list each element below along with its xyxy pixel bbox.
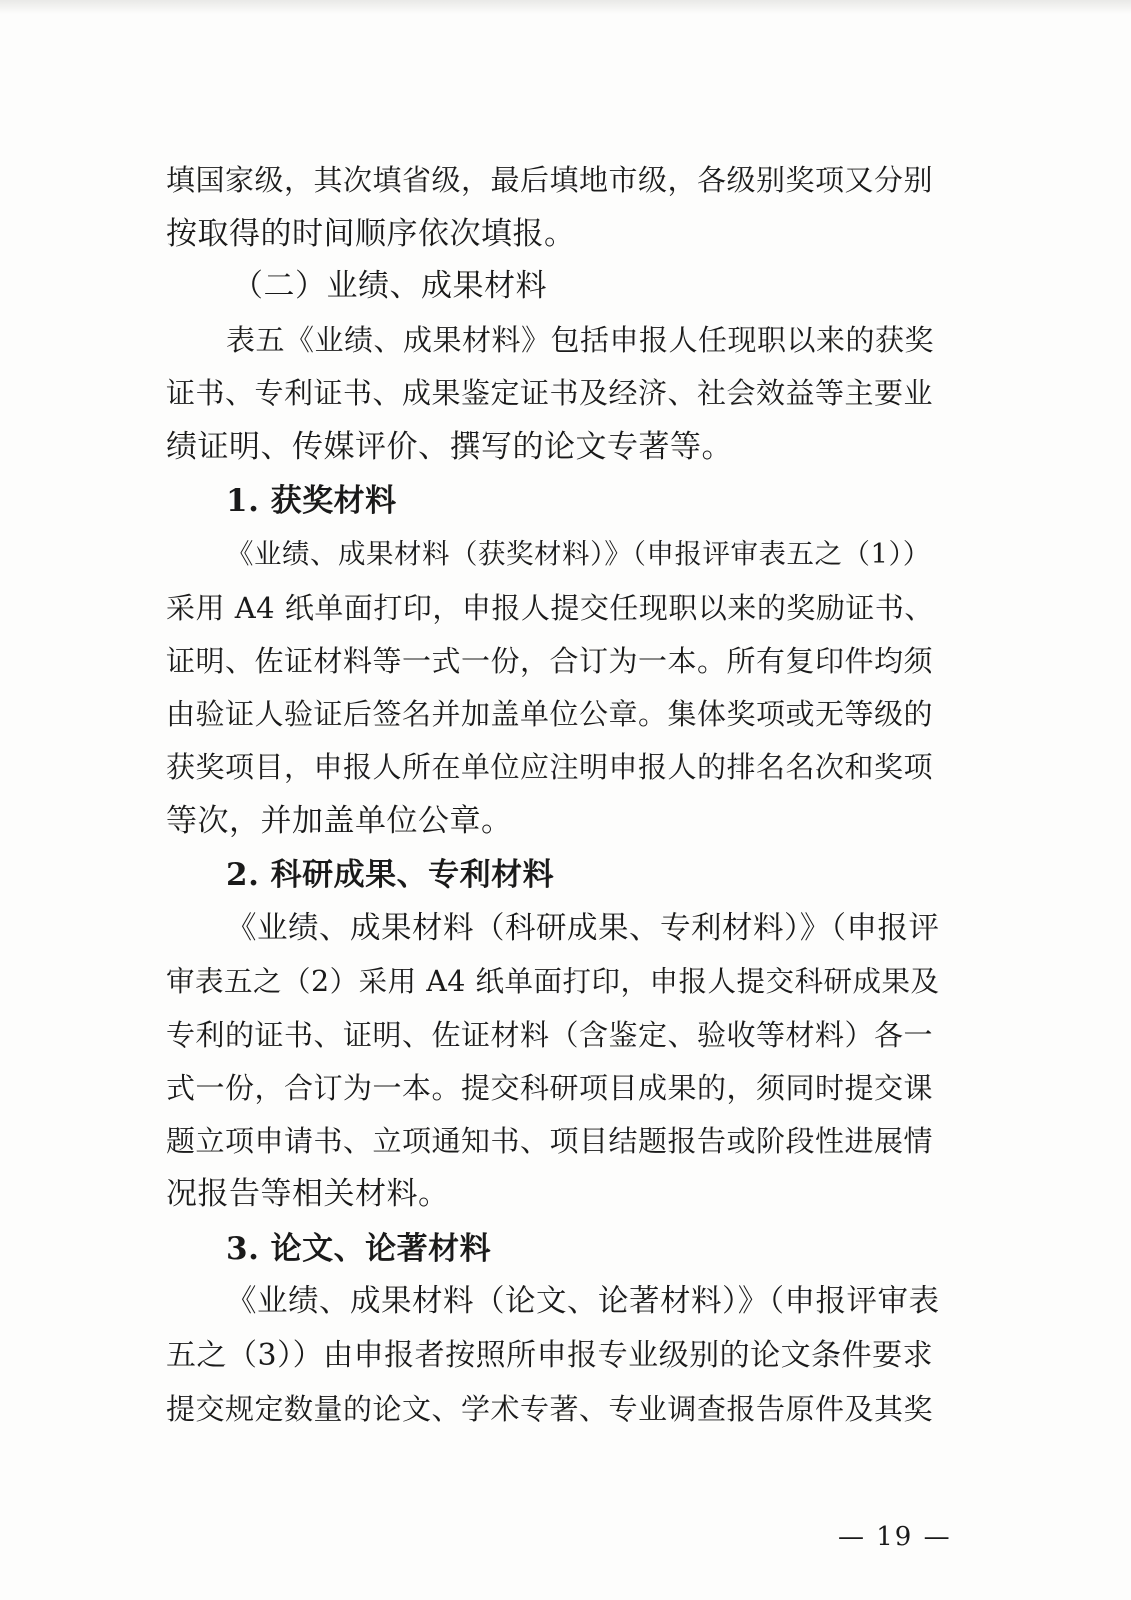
body-line: 《业绩、成果材料（论文、论著材料）》（申报评审表	[226, 1284, 940, 1319]
body-line: 《业绩、成果材料（科研成果、专利材料）》（申报评	[226, 911, 940, 946]
body-line: 五之（3））由申报者按照所申报专业级别的论文条件要求	[166, 1338, 934, 1373]
section-heading: （二）业绩、成果材料	[232, 268, 547, 304]
body-line: 审表五之（2）采用 A4 纸单面打印，申报人提交科研成果及	[166, 965, 940, 998]
body-line: 采用 A4 纸单面打印，申报人提交任现职以来的奖励证书、	[166, 591, 934, 625]
body-line: 证明、佐证材料等一式一份，合订为一本。所有复印件均须	[166, 644, 934, 678]
body-line: 填国家级，其次填省级，最后填地市级，各级别奖项又分别	[166, 163, 934, 197]
body-line: 式一份，合订为一本。提交科研项目成果的，须同时提交课	[166, 1071, 934, 1105]
page-number: — 19 —	[838, 1522, 952, 1552]
subsection-heading: 3. 论文、论著材料	[226, 1231, 492, 1267]
subsection-heading: 1. 获奖材料	[226, 483, 397, 519]
body-line: 获奖项目，申报人所在单位应注明申报人的排名名次和奖项	[166, 750, 934, 784]
body-line: 《业绩、成果材料（获奖材料）》（申报评审表五之（1））	[226, 538, 931, 570]
body-line: 提交规定数量的论文、学术专著、专业调查报告原件及其奖	[166, 1392, 934, 1426]
body-line: 证书、专利证书、成果鉴定证书及经济、社会效益等主要业	[166, 376, 934, 410]
subsection-heading: 2. 科研成果、专利材料	[226, 857, 555, 893]
body-line: 绩证明、传媒评价、撰写的论文专著等。	[166, 429, 733, 465]
body-line: 等次，并加盖单位公章。	[166, 803, 513, 839]
scan-edge	[0, 0, 1131, 14]
body-line: 况报告等相关材料。	[166, 1176, 450, 1212]
body-line: 表五《业绩、成果材料》包括申报人任现职以来的获奖	[226, 323, 935, 357]
body-line: 题立项申请书、立项通知书、项目结题报告或阶段性进展情	[166, 1124, 934, 1158]
body-line: 由验证人验证后签名并加盖单位公章。集体奖项或无等级的	[166, 697, 934, 731]
body-line: 专利的证书、证明、佐证材料（含鉴定、验收等材料）各一	[166, 1018, 934, 1052]
body-line: 按取得的时间顺序依次填报。	[166, 216, 576, 252]
